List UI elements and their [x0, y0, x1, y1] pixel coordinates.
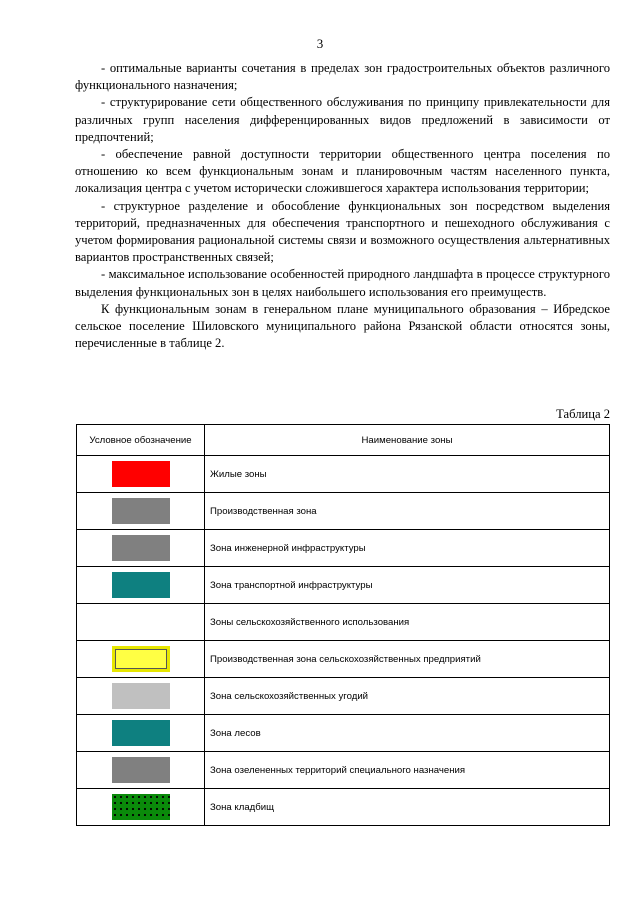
paragraph-5: - максимальное использование особенностей природного ландшафта в процессе структурного выделения функциональных зон в целях наибольшего использования его преимуществ.: [75, 267, 610, 299]
zone-name: Зона озелененных территорий специального назначения: [205, 752, 610, 789]
paragraph-4: - структурное разделение и обособление функциональных зон посредством выделения территорий, предназначенных для обеспечения транспортного и пешеходного обслуживания с учетом формирования рациональной системы связи и возможного осуществления альтернативных вариантов пространственных связей;: [75, 198, 610, 265]
table-row: [77, 604, 610, 641]
gray-swatch-icon: [112, 535, 170, 561]
paragraph-3: - обеспечение равной доступности территории общественного центра поселения по отношению ко всем функциональным зонам и планировочным частям населенного пункта, локализация центра с учетом исторически сложившегося характера использования территории;: [75, 147, 610, 196]
symbol-column-header: Условное обозначение: [77, 425, 205, 456]
table-caption: Таблица 2: [556, 407, 610, 421]
page-number: 3: [316, 36, 324, 51]
name-column-header: Наименование зоны: [205, 425, 610, 456]
gray-swatch-icon: [112, 757, 170, 783]
zone-name: Зона лесов: [205, 715, 610, 752]
symbol-cell: [77, 752, 205, 789]
teal-swatch-icon: [112, 720, 170, 746]
zone-name: Зона транспортной инфраструктуры: [205, 567, 610, 604]
table-header-row: [77, 425, 610, 456]
symbol-cell: [77, 678, 205, 715]
symbol-cell: [77, 789, 205, 826]
paragraph-2: - структурирование сети общественного обслуживания по принципу привлекательности для различных групп населения дифференцированных видов предложений в зависимости от предпочтений;: [75, 95, 610, 144]
table-row: [77, 678, 610, 715]
dotted-green-swatch-icon: [112, 794, 170, 820]
zone-name: Производственная зона сельскохозяйственных предприятий: [205, 641, 610, 678]
zones-table: [76, 424, 610, 826]
table-row: [77, 567, 610, 604]
red-swatch-icon: [112, 461, 170, 487]
zone-name: Зона кладбищ: [205, 789, 610, 826]
table-row: [77, 715, 610, 752]
gray-swatch-icon: [112, 498, 170, 524]
table-row: [77, 456, 610, 493]
table-row: [77, 530, 610, 567]
yellow-outlined-swatch-icon: [112, 646, 170, 672]
light-gray-swatch-icon: [112, 683, 170, 709]
symbol-cell: [77, 493, 205, 530]
table-row: [77, 493, 610, 530]
body-text: [75, 60, 610, 352]
table-row: [77, 641, 610, 678]
symbol-cell: [77, 456, 205, 493]
symbol-cell: [77, 567, 205, 604]
symbol-cell-empty: [77, 604, 205, 641]
teal-swatch-icon: [112, 572, 170, 598]
symbol-cell: [77, 530, 205, 567]
symbol-cell: [77, 715, 205, 752]
table-row: [77, 752, 610, 789]
symbol-cell: [77, 641, 205, 678]
paragraph-1: - оптимальные варианты сочетания в пределах зон градостроительных объектов различного функционального назначения;: [75, 61, 610, 93]
table-row: [77, 789, 610, 826]
zone-name: Зона инженерной инфраструктуры: [205, 530, 610, 567]
paragraph-6: К функциональным зонам в генеральном плане муниципального образования – Ибредское сельское поселение Шиловского муниципального района Рязанской области относятся зоны, перечисленные в таблице 2.: [75, 301, 610, 351]
zone-name: Жилые зоны: [205, 456, 610, 493]
zone-name: Производственная зона: [205, 493, 610, 530]
zone-name: Зона сельскохозяйственных угодий: [205, 678, 610, 715]
zone-name: Зоны сельскохозяйственного использования: [205, 604, 610, 641]
